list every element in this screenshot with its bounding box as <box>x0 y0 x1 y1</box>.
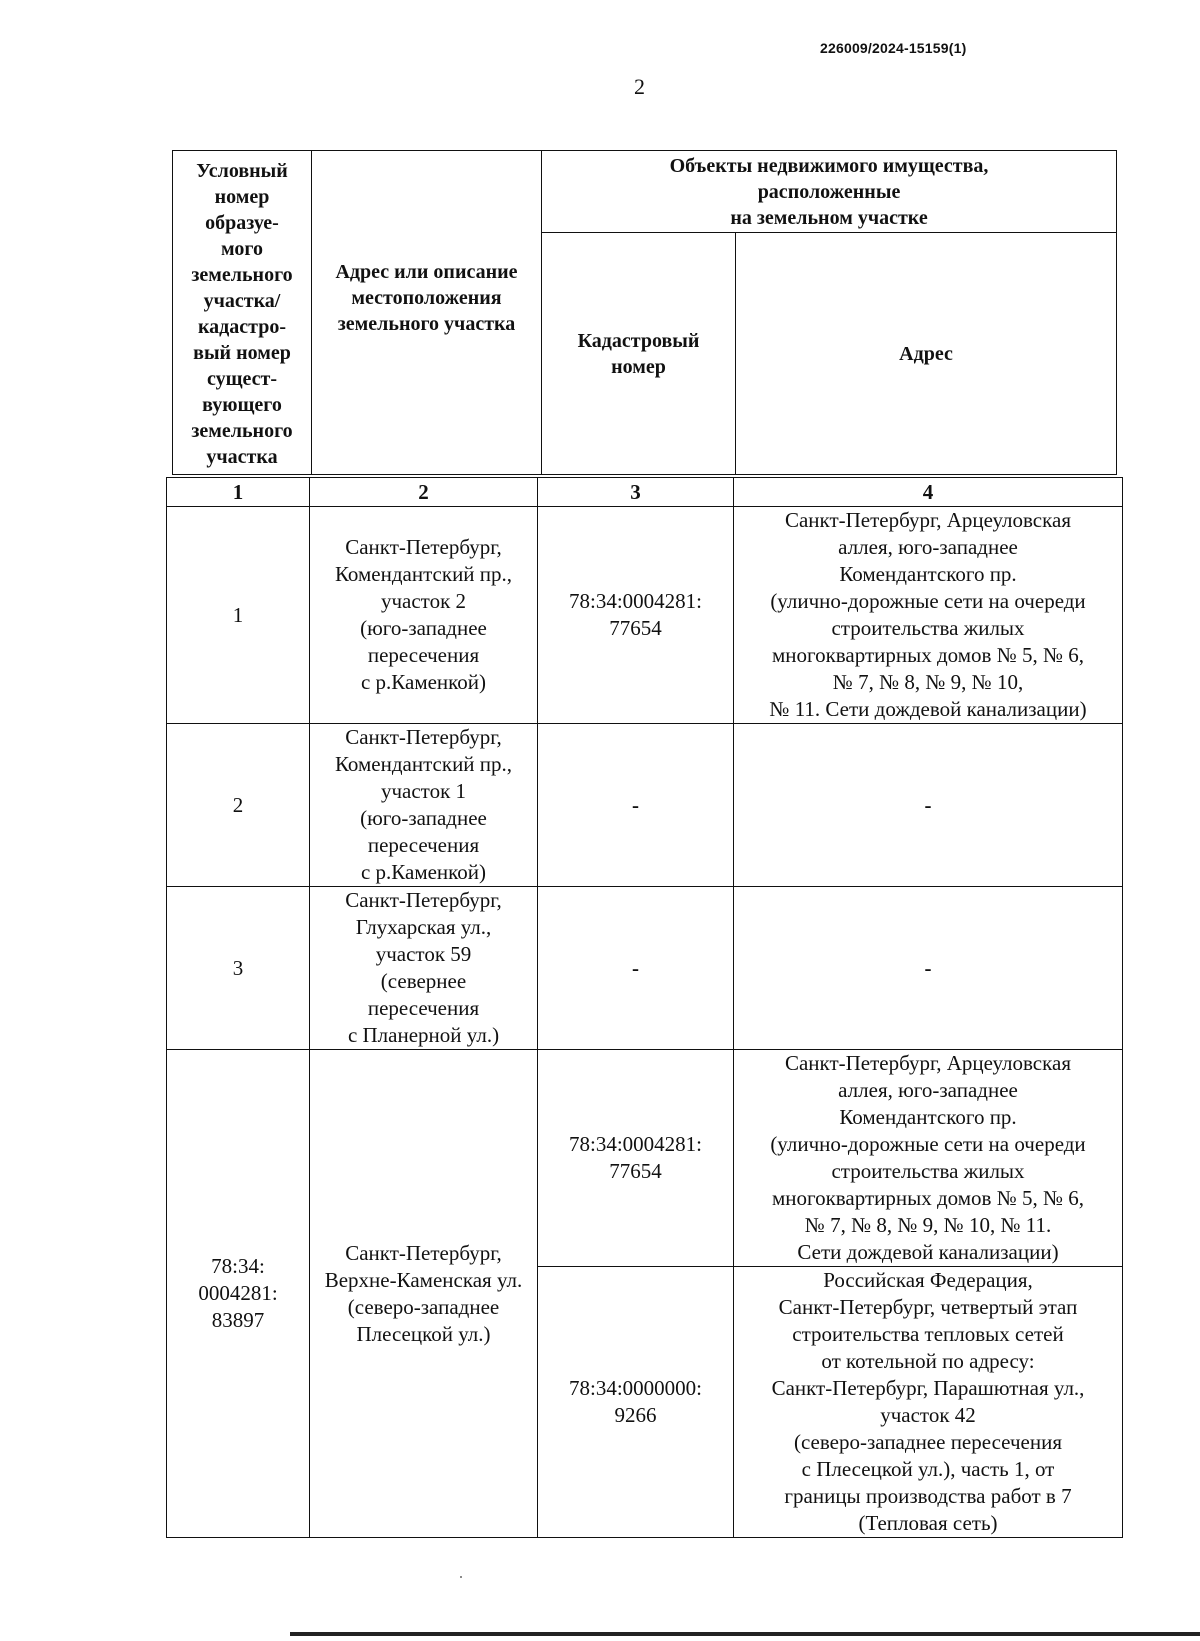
table-row <box>167 724 1123 887</box>
object-address: Российская Федерация, Санкт-Петербург, четвертый этап строительства тепловых сетей от котельной по адресу: Санкт-Петербург, Парашютная ул., участок 42 (северо-западнее пересечения с Плесецкой ул.), часть 1, от границы производства работ в 7 (Тепловая сеть) <box>734 1267 1123 1538</box>
plot-location: Санкт-Петербург, Глухарская ул., участок 59 (севернее пересечения с Планерной ул.) <box>310 887 538 1050</box>
column-number: 1 <box>167 478 310 507</box>
plot-location: Санкт-Петербург, Комендантский пр., участок 2 (юго-западнее пересечения с р.Каменкой) <box>310 507 538 724</box>
header-conditional-number: Условный номер образуе- мого земельного участка/ кадастро- вый номер сущест- вующего земельного участка <box>173 151 312 475</box>
scan-speck <box>460 1576 462 1578</box>
header-location: Адрес или описание местоположения земельного участка <box>312 151 542 475</box>
scan-edge-line <box>290 1632 1200 1636</box>
plot-location: Санкт-Петербург, Комендантский пр., участок 1 (юго-западнее пересечения с р.Каменкой) <box>310 724 538 887</box>
page-number: 2 <box>634 74 645 99</box>
object-cadastral-number: 78:34:0000000: 9266 <box>538 1267 734 1538</box>
document-number: 226009/2024-15159(1) <box>820 40 967 56</box>
column-number: 4 <box>734 478 1123 507</box>
object-cadastral-number: - <box>538 887 734 1050</box>
header-address: Адрес <box>736 233 1117 475</box>
object-address: - <box>734 887 1123 1050</box>
object-cadastral-number: - <box>538 724 734 887</box>
table-row <box>167 887 1123 1050</box>
data-table <box>166 477 1123 1538</box>
table-header <box>172 150 1117 475</box>
plot-number: 78:34: 0004281: 83897 <box>167 1050 310 1538</box>
column-number: 3 <box>538 478 734 507</box>
plot-number: 3 <box>167 887 310 1050</box>
header-objects-group: Объекты недвижимого имущества, расположенные на земельном участке <box>542 151 1117 233</box>
object-cadastral-number: 78:34:0004281: 77654 <box>538 1050 734 1267</box>
object-cadastral-number: 78:34:0004281: 77654 <box>538 507 734 724</box>
table-row <box>167 507 1123 724</box>
column-number: 2 <box>310 478 538 507</box>
column-number-row <box>167 478 1123 507</box>
plot-number: 1 <box>167 507 310 724</box>
plot-location: Санкт-Петербург, Верхне-Каменская ул. (северо-западнее Плесецкой ул.) <box>310 1050 538 1538</box>
object-address: Санкт-Петербург, Арцеуловская аллея, юго-западнее Комендантского пр. (улично-дорожные сети на очереди строительства жилых многоквартирных домов № 5, № 6, № 7, № 8, № 9, № 10, № 11. Сети дождевой канализации) <box>734 1050 1123 1267</box>
table-row <box>167 1050 1123 1267</box>
object-address: Санкт-Петербург, Арцеуловская аллея, юго-западнее Комендантского пр. (улично-дорожные сети на очереди строительства жилых многоквартирных домов № 5, № 6, № 7, № 8, № 9, № 10, № 11. Сети дождевой канализации) <box>734 507 1123 724</box>
header-cadastral: Кадастровый номер <box>542 233 736 475</box>
object-address: - <box>734 724 1123 887</box>
plot-number: 2 <box>167 724 310 887</box>
